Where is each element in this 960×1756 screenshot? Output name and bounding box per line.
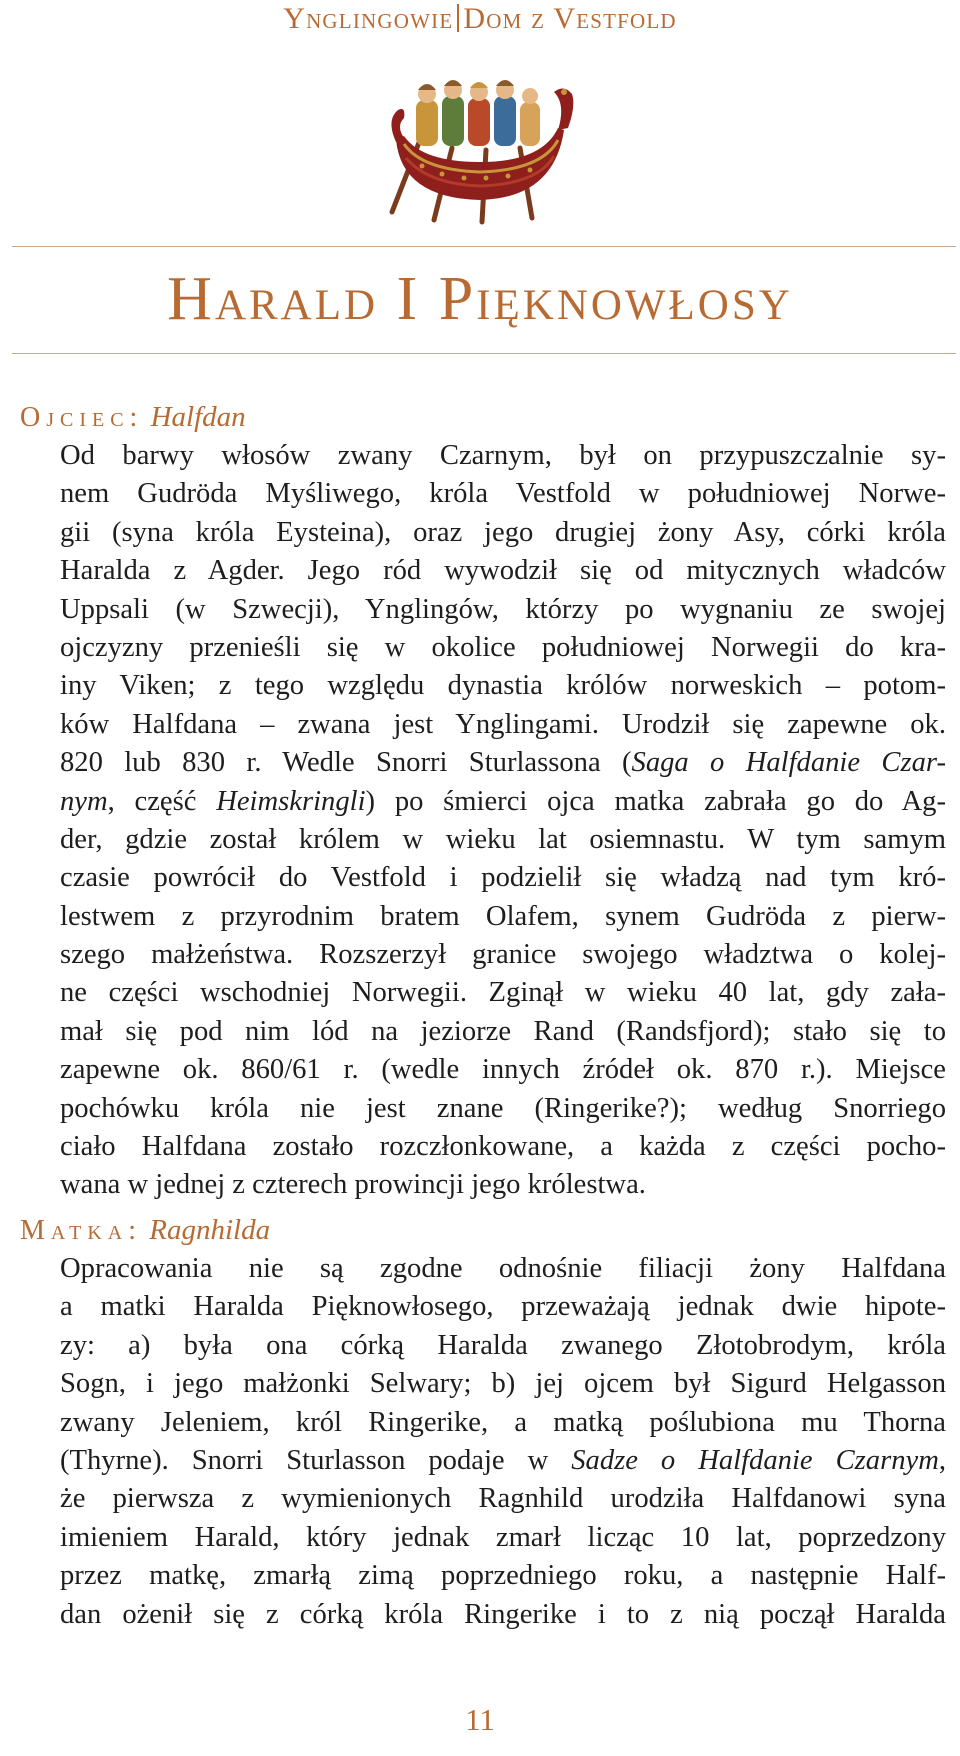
mother-heading <box>20 1211 270 1250</box>
divider-top <box>12 246 956 247</box>
text-line <box>60 1442 946 1480</box>
page-title: Harald I Pięknowłosy <box>167 265 793 333</box>
text-segment: , część <box>107 785 217 817</box>
text-line: zwany Jeleniem, król Ringerike, a matką poślubiona mu Thorna <box>60 1406 946 1438</box>
text-line: ne części wschodniej Norwegii. Zginął w wieku 40 lat, gdy zała- <box>60 977 946 1009</box>
text-line: a matki Haralda Pięknowłosego, przeważają jednak dwie hipote- <box>60 1291 946 1323</box>
text-line: Od barwy włosów zwany Czarnym, był on przypuszczalnie sy- <box>60 440 946 471</box>
text-segment: ) po śmierci ojca matka zabrała go do Ag- <box>365 785 947 817</box>
text-line: przez matkę, zmarłą zimą poprzedniego roku, a następnie Half- <box>60 1560 946 1592</box>
heimskringla-italic: Heimskringli <box>216 785 366 817</box>
father-name: Halfdan <box>150 401 246 433</box>
text-segment: 820 lub 830 r. Wedle Snorri Sturlassona ( <box>60 747 632 779</box>
text-line: ojczyzny przenieśli się w okolice południowej Norwegii do kra- <box>60 631 946 663</box>
divider-bottom <box>12 353 956 354</box>
text-line: Uppsali (w Szwecji), Ynglingów, którzy po wygnaniu ze swojej <box>60 593 946 625</box>
mother-paragraph <box>60 1250 946 1634</box>
text-line: Sogn, i jego małżonki Selwary; b) jej ojcem był Sigurd Helgasson <box>60 1368 946 1400</box>
text-line: mał się pod nim lód na jeziorze Rand (Randsfjord); stało się to <box>60 1015 946 1047</box>
page-number: 11 <box>465 1702 495 1737</box>
text-line: szego małżeństwa. Rozszerzył granice swojego władztwa o kolej- <box>60 939 946 971</box>
text-line <box>60 744 946 782</box>
text-line: imieniem Harald, który jednak zmarł licząc 10 lat, poprzedzony <box>60 1521 946 1553</box>
text-line: zapewne ok. 860/61 r. (wedle innych źródeł ok. 870 r.). Miejsce <box>60 1054 946 1086</box>
father-label: Ojciec: <box>20 402 144 433</box>
running-head-separator <box>457 4 459 32</box>
text-line: Haralda z Agder. Jego ród wywodził się od mitycznych władców <box>60 555 946 587</box>
text-segment: , <box>938 1444 946 1476</box>
text-line: iny Viken; z tego względu dynastia królów norweskich – potom- <box>60 670 946 702</box>
text-line <box>60 783 946 821</box>
text-line: zy: a) była ona córką Haralda zwanego Złotobrodym, króla <box>60 1329 946 1361</box>
text-line: czasie powrócił do Vestfold i podzielił się władzą nad tym kró- <box>60 862 946 894</box>
text-segment: (Thyrne). Snorri Sturlasson podaje w <box>60 1444 572 1476</box>
running-head <box>0 2 960 36</box>
running-head-right: Dom z Vestfold <box>463 2 677 35</box>
saga-title-italic: nym <box>60 785 108 817</box>
viking-ship-icon <box>382 70 578 230</box>
mother-name: Ragnhilda <box>149 1214 271 1246</box>
text-line: Opracowania nie są zgodne odnośnie filiacji żony Halfdana <box>60 1253 946 1284</box>
mother-label: Matka: <box>20 1215 143 1246</box>
running-head-left: Ynglingowie <box>283 2 454 35</box>
text-line: wana w jednej z czterech prowincji jego królestwa. <box>60 1169 646 1201</box>
text-line: dan ożenił się z córką króla Ringerike i to z nią począł Haralda <box>60 1598 946 1630</box>
text-line: ków Halfdana – zwana jest Ynglingami. Urodził się zapewne ok. <box>60 708 946 740</box>
father-paragraph <box>60 437 946 1205</box>
text-line: gii (syna króla Eysteina), oraz jego drugiej żony Asy, córki króla <box>60 516 946 548</box>
text-line: ciało Halfdana zostało rozczłonkowane, a każda z części pocho- <box>60 1131 946 1163</box>
text-line: der, gdzie został królem w wieku lat osiemnastu. W tym samym <box>60 823 946 855</box>
text-line: że pierwsza z wymienionych Ragnhild urodziła Halfdanowi syna <box>60 1483 946 1515</box>
father-heading <box>20 398 246 437</box>
text-line: lestwem z przyrodnim bratem Olafem, synem Gudröda z pierw- <box>60 900 946 932</box>
text-line: nem Gudröda Myśliwego, króla Vestfold w południowej Norwe- <box>60 478 946 510</box>
text-line: pochówku króla nie jest znane (Ringerike?); według Snorriego <box>60 1092 946 1124</box>
saga-title-italic: Sadze o Halfdanie Czarnym <box>571 1444 939 1476</box>
saga-title-italic: Saga o Halfdanie Czar- <box>631 747 946 779</box>
